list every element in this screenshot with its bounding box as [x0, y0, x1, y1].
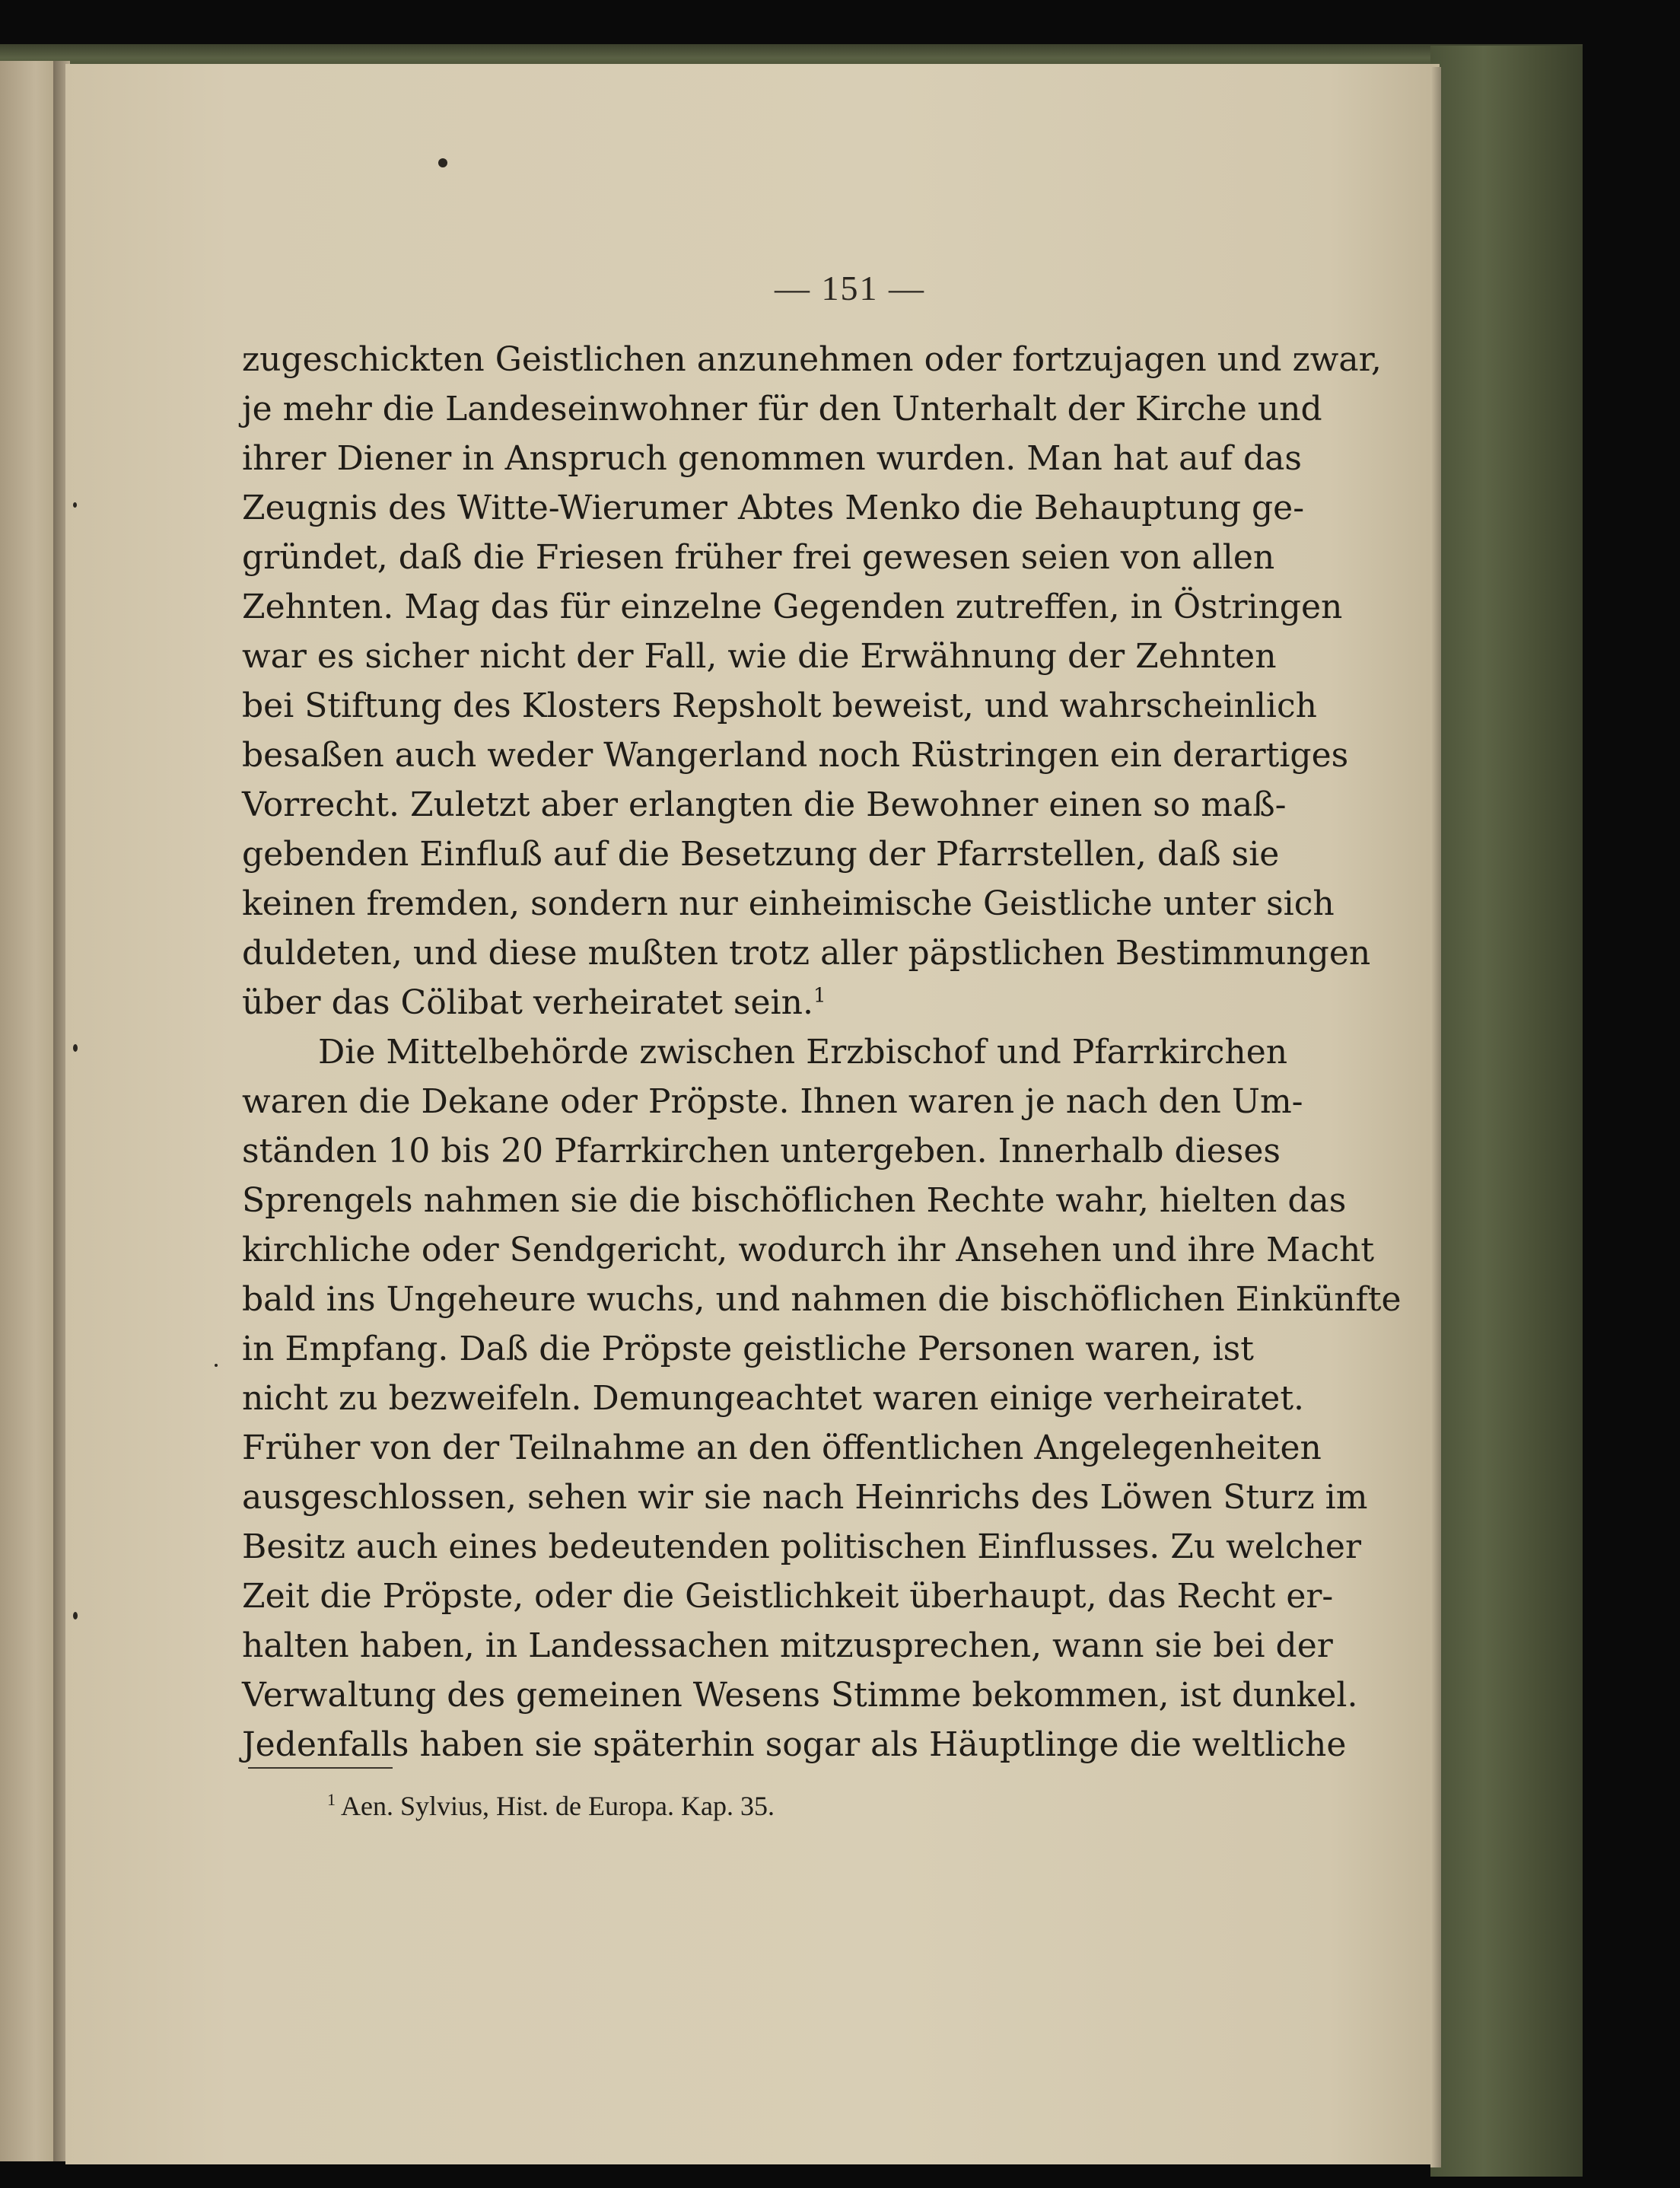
text-line: bei Stiftung des Klosters Repsholt beweist, und wahrscheinlich [242, 686, 1317, 725]
footnote-reference: 1 [813, 984, 826, 1008]
margin-speck [73, 1044, 78, 1052]
text-line: zugeschickten Geistlichen anzunehmen oder fortzujagen und zwar, [242, 340, 1382, 379]
text-line: halten haben, in Landessachen mitzusprechen, wann sie bei der [242, 1626, 1333, 1665]
text-line: Zehnten. Mag das für einzelne Gegenden zutreffen, in Östringen [242, 588, 1343, 626]
footnote-rule [248, 1767, 393, 1769]
text-line: besaßen auch weder Wangerland noch Rüstringen ein derartiges [242, 736, 1349, 775]
footnote-marker: 1 [327, 1790, 336, 1809]
text-line: bald ins Ungeheure wuchs, und nahmen die bischöflichen Einkünfte [242, 1280, 1402, 1319]
page-number-text: — 151 — [775, 269, 925, 307]
text-line: in Empfang. Daß die Pröpste geistliche Personen waren, ist [242, 1330, 1254, 1368]
text-line: nicht zu bezweifeln. Demungeachtet waren einige verheiratet. [242, 1379, 1304, 1418]
margin-speck [73, 502, 77, 508]
text-line: Sprengels nahmen sie die bischöflichen Rechte wahr, hielten das [242, 1181, 1347, 1220]
text-line: Jedenfalls haben sie späterhin sogar als Häuptlinge die weltliche [242, 1725, 1347, 1764]
text-line: duldeten, und diese mußten trotz aller päpstlichen Bestimmungen [242, 934, 1371, 973]
text-line-paragraph-start: Die Mittelbehörde zwischen Erzbischof und Pfarrkirchen [318, 1033, 1288, 1072]
page-edge-shadow [1430, 67, 1441, 2167]
text-line-paragraph-end [242, 978, 1152, 1027]
text-line-content: über das Cölibat verheiratet sein. [242, 983, 813, 1022]
text-line: kirchliche oder Sendgericht, wodurch ihr Ansehen und ihre Macht [242, 1231, 1375, 1269]
page-number [0, 268, 1680, 308]
book-cover-edge [1430, 46, 1583, 2177]
text-line: ausgeschlossen, sehen wir sie nach Heinrichs des Löwen Sturz im [242, 1478, 1368, 1517]
text-line: Zeit die Pröpste, oder die Geistlichkeit überhaupt, das Recht er- [242, 1577, 1334, 1616]
margin-speck [73, 1612, 78, 1620]
body-text [242, 335, 1402, 1769]
text-line: Verwaltung des gemeinen Wesens Stimme bekommen, ist dunkel. [242, 1676, 1358, 1715]
text-line: gebenden Einfluß auf die Besetzung der Pfarrstellen, daß sie [242, 835, 1280, 874]
text-line: keinen fremden, sondern nur einheimische Geistliche unter sich [242, 884, 1335, 923]
margin-speck [215, 1364, 218, 1367]
text-line: je mehr die Landeseinwohner für den Unterhalt der Kirche und [242, 390, 1322, 428]
text-line: Zeugnis des Witte-Wierumer Abtes Menko die Behauptung ge- [242, 489, 1305, 527]
text-line: war es sicher nicht der Fall, wie die Erwähnung der Zehnten [242, 637, 1277, 676]
ink-dot [438, 158, 447, 167]
text-line: Vorrecht. Zuletzt aber erlangten die Bewohner einen so maß- [242, 785, 1287, 824]
text-line: ständen 10 bis 20 Pfarrkirchen untergeben. Innerhalb dieses [242, 1132, 1281, 1170]
footnote-text: Aen. Sylvius, Hist. de Europa. Kap. 35. [341, 1791, 775, 1821]
facing-page-edge [0, 61, 59, 2161]
text-line: gründet, daß die Friesen früher frei gewesen seien von allen [242, 538, 1275, 577]
text-line: Früher von der Teilnahme an den öffentlichen Angelegenheiten [242, 1428, 1322, 1467]
text-line: waren die Dekane oder Pröpste. Ihnen waren je nach den Um- [242, 1082, 1303, 1121]
text-line: ihrer Diener in Anspruch genommen wurden. Man hat auf das [242, 439, 1302, 478]
footnote [327, 1790, 775, 1822]
text-line: Besitz auch eines bedeutenden politischen Einflusses. Zu welcher [242, 1527, 1361, 1566]
